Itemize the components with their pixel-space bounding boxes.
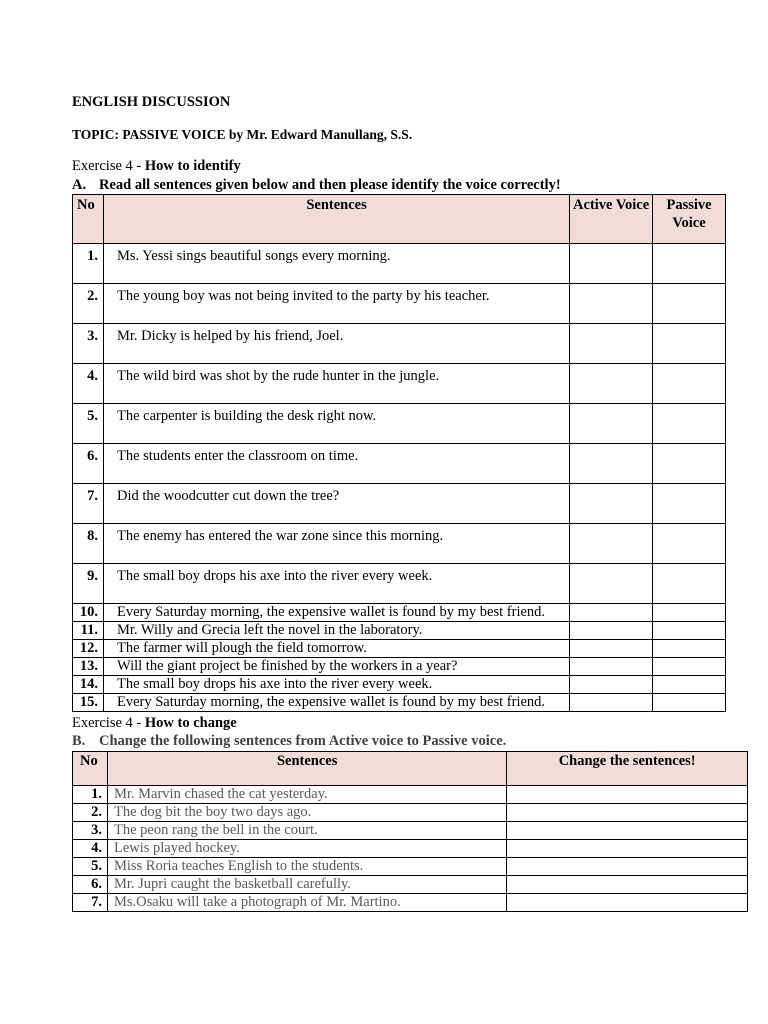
instruction-b-text: Change the following sentences from Active voice to Passive voice. bbox=[99, 733, 507, 749]
document-title: ENGLISH DISCUSSION bbox=[72, 94, 231, 110]
exercise-b-name: How to change bbox=[144, 715, 237, 731]
row-sentence: Every Saturday morning, the expensive wallet is found by my best friend. bbox=[103, 694, 569, 712]
active-voice-answer-cell[interactable] bbox=[570, 622, 653, 640]
active-voice-answer-cell[interactable] bbox=[570, 284, 653, 324]
row-sentence: Miss Roria teaches English to the students. bbox=[107, 858, 506, 876]
changed-sentence-answer-cell[interactable] bbox=[507, 858, 748, 876]
identify-voice-table bbox=[72, 194, 726, 712]
table-row bbox=[73, 604, 726, 622]
passive-voice-answer-cell[interactable] bbox=[653, 622, 726, 640]
active-voice-answer-cell[interactable] bbox=[570, 640, 653, 658]
row-number: 15. bbox=[73, 694, 104, 712]
row-sentence: Ms.Osaku will take a photograph of Mr. Martino. bbox=[107, 894, 506, 912]
table-row bbox=[73, 284, 726, 324]
instruction-a-letter: A. bbox=[72, 177, 87, 193]
row-number: 7. bbox=[73, 894, 108, 912]
active-voice-answer-cell[interactable] bbox=[570, 404, 653, 444]
table-row bbox=[73, 858, 748, 876]
row-number: 3. bbox=[73, 324, 104, 364]
row-sentence: The farmer will plough the field tomorrow. bbox=[103, 640, 569, 658]
table-row bbox=[73, 840, 748, 858]
changed-sentence-answer-cell[interactable] bbox=[507, 822, 748, 840]
row-number: 12. bbox=[73, 640, 104, 658]
row-sentence: Mr. Jupri caught the basketball carefully. bbox=[107, 876, 506, 894]
active-voice-answer-cell[interactable] bbox=[570, 324, 653, 364]
table-row bbox=[73, 244, 726, 284]
exercise-a-heading bbox=[72, 158, 241, 175]
table-row bbox=[73, 524, 726, 564]
row-number: 2. bbox=[73, 284, 104, 324]
row-sentence: The carpenter is building the desk right now. bbox=[103, 404, 569, 444]
table-row bbox=[73, 676, 726, 694]
row-number: 5. bbox=[73, 858, 108, 876]
changed-sentence-answer-cell[interactable] bbox=[507, 804, 748, 822]
row-sentence: The enemy has entered the war zone since this morning. bbox=[103, 524, 569, 564]
table-row bbox=[73, 364, 726, 404]
row-number: 1. bbox=[73, 786, 108, 804]
col-header-no: No bbox=[73, 752, 108, 786]
table-row bbox=[73, 804, 748, 822]
exercise-a-prefix: Exercise 4 - bbox=[72, 158, 145, 174]
changed-sentence-answer-cell[interactable] bbox=[507, 894, 748, 912]
col-header-change: Change the sentences! bbox=[507, 752, 748, 786]
row-sentence: Mr. Dicky is helped by his friend, Joel. bbox=[103, 324, 569, 364]
row-number: 10. bbox=[73, 604, 104, 622]
passive-voice-answer-cell[interactable] bbox=[653, 604, 726, 622]
document-topic: TOPIC: PASSIVE VOICE by Mr. Edward Manullang, S.S. bbox=[72, 127, 413, 142]
table-row bbox=[73, 564, 726, 604]
exercise-b-prefix: Exercise 4 - bbox=[72, 715, 145, 731]
table-row bbox=[73, 622, 726, 640]
row-number: 6. bbox=[73, 444, 104, 484]
row-number: 5. bbox=[73, 404, 104, 444]
active-voice-answer-cell[interactable] bbox=[570, 524, 653, 564]
table-row bbox=[73, 484, 726, 524]
active-voice-answer-cell[interactable] bbox=[570, 676, 653, 694]
row-number: 13. bbox=[73, 658, 104, 676]
row-sentence: The peon rang the bell in the court. bbox=[107, 822, 506, 840]
active-voice-answer-cell[interactable] bbox=[570, 484, 653, 524]
passive-voice-answer-cell[interactable] bbox=[653, 404, 726, 444]
col-header-active-voice: Active Voice bbox=[570, 195, 653, 244]
active-voice-answer-cell[interactable] bbox=[570, 364, 653, 404]
passive-voice-answer-cell[interactable] bbox=[653, 694, 726, 712]
instruction-b bbox=[72, 733, 506, 750]
row-sentence: The wild bird was shot by the rude hunter in the jungle. bbox=[103, 364, 569, 404]
row-number: 9. bbox=[73, 564, 104, 604]
row-sentence: Ms. Yessi sings beautiful songs every morning. bbox=[103, 244, 569, 284]
passive-voice-answer-cell[interactable] bbox=[653, 658, 726, 676]
row-number: 2. bbox=[73, 804, 108, 822]
active-voice-answer-cell[interactable] bbox=[570, 694, 653, 712]
col-header-sentences: Sentences bbox=[107, 752, 506, 786]
changed-sentence-answer-cell[interactable] bbox=[507, 840, 748, 858]
row-number: 11. bbox=[73, 622, 104, 640]
row-number: 8. bbox=[73, 524, 104, 564]
row-number: 3. bbox=[73, 822, 108, 840]
row-sentence: Lewis played hockey. bbox=[107, 840, 506, 858]
exercise-a-name: How to identify bbox=[144, 158, 241, 174]
passive-voice-answer-cell[interactable] bbox=[653, 324, 726, 364]
instruction-b-letter: B. bbox=[72, 733, 86, 749]
table-row bbox=[73, 822, 748, 840]
exercise-b-heading bbox=[72, 715, 237, 732]
table-row bbox=[73, 876, 748, 894]
row-sentence: Did the woodcutter cut down the tree? bbox=[103, 484, 569, 524]
row-sentence: Mr. Marvin chased the cat yesterday. bbox=[107, 786, 506, 804]
passive-voice-answer-cell[interactable] bbox=[653, 444, 726, 484]
active-voice-answer-cell[interactable] bbox=[570, 658, 653, 676]
passive-voice-answer-cell[interactable] bbox=[653, 564, 726, 604]
col-header-no: No bbox=[73, 195, 104, 244]
passive-voice-answer-cell[interactable] bbox=[653, 676, 726, 694]
row-sentence: The dog bit the boy two days ago. bbox=[107, 804, 506, 822]
passive-voice-answer-cell[interactable] bbox=[653, 244, 726, 284]
table-row bbox=[73, 894, 748, 912]
table-row bbox=[73, 786, 748, 804]
row-number: 6. bbox=[73, 876, 108, 894]
changed-sentence-answer-cell[interactable] bbox=[507, 876, 748, 894]
row-sentence: The small boy drops his axe into the river every week. bbox=[103, 564, 569, 604]
table-row bbox=[73, 658, 726, 676]
row-sentence: Will the giant project be finished by the workers in a year? bbox=[103, 658, 569, 676]
passive-voice-answer-cell[interactable] bbox=[653, 524, 726, 564]
col-header-passive-voice: Passive Voice bbox=[653, 195, 726, 244]
row-number: 14. bbox=[73, 676, 104, 694]
row-sentence: The young boy was not being invited to the party by his teacher. bbox=[103, 284, 569, 324]
row-number: 7. bbox=[73, 484, 104, 524]
row-sentence: Every Saturday morning, the expensive wallet is found by my best friend. bbox=[103, 604, 569, 622]
table-row bbox=[73, 640, 726, 658]
row-sentence: The small boy drops his axe into the river every week. bbox=[103, 676, 569, 694]
table-row bbox=[73, 444, 726, 484]
row-number: 1. bbox=[73, 244, 104, 284]
passive-voice-answer-cell[interactable] bbox=[653, 364, 726, 404]
instruction-a-text: Read all sentences given below and then please identify the voice correctly! bbox=[99, 177, 561, 193]
table-row bbox=[73, 404, 726, 444]
instruction-a bbox=[72, 177, 561, 194]
active-voice-answer-cell[interactable] bbox=[570, 564, 653, 604]
row-sentence: The students enter the classroom on time. bbox=[103, 444, 569, 484]
passive-voice-answer-cell[interactable] bbox=[653, 640, 726, 658]
active-voice-answer-cell[interactable] bbox=[570, 444, 653, 484]
table-row bbox=[73, 324, 726, 364]
col-header-sentences: Sentences bbox=[103, 195, 569, 244]
active-voice-answer-cell[interactable] bbox=[570, 604, 653, 622]
row-number: 4. bbox=[73, 364, 104, 404]
row-sentence: Mr. Willy and Grecia left the novel in the laboratory. bbox=[103, 622, 569, 640]
table-row bbox=[73, 694, 726, 712]
row-number: 4. bbox=[73, 840, 108, 858]
passive-voice-answer-cell[interactable] bbox=[653, 484, 726, 524]
table-header-row bbox=[73, 195, 726, 244]
passive-voice-answer-cell[interactable] bbox=[653, 284, 726, 324]
table-header-row bbox=[73, 752, 748, 786]
changed-sentence-answer-cell[interactable] bbox=[507, 786, 748, 804]
change-sentences-table bbox=[72, 751, 748, 912]
active-voice-answer-cell[interactable] bbox=[570, 244, 653, 284]
